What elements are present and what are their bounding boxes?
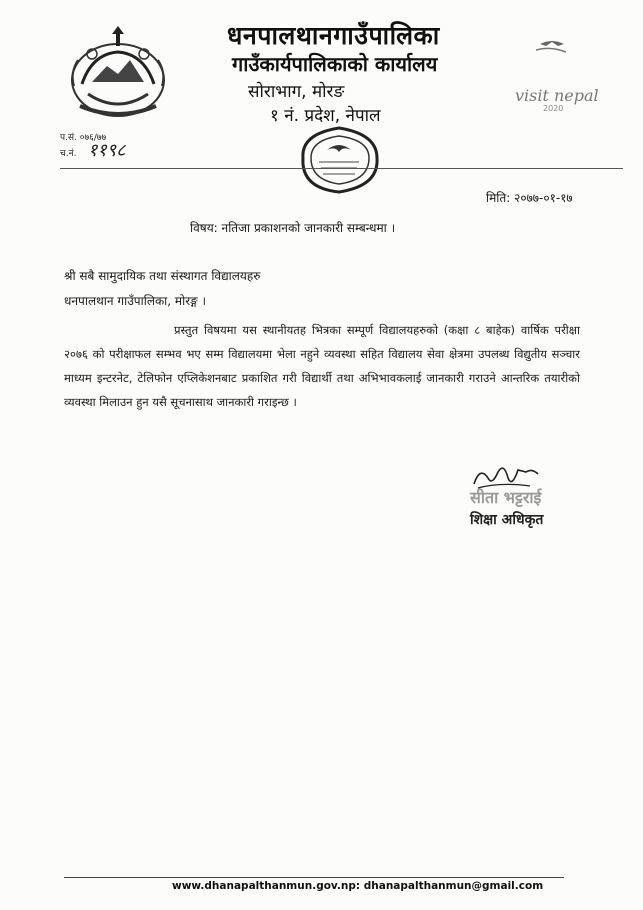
chalani-number: ११९८ [88,140,126,161]
letter-body: प्रस्तुत विषयमा यस स्थानीयतह भित्रका सम्पूर्ण विद्यालयहरुको (कक्षा ८ बाहेक) वार्षिक परीक्षा २०७६ को परीक्षाफल सम्भव भए सम्म विद्यालयमा भेला नहुने व्यवस्था सहित विद्यालय सेवा क्षेत्रमा उपलब्ध विद्युतीय सञ्चार माध्यम इन्टरनेट, टेलिफोन एप्लिकेशनबाट प्रकाशित गरी विद्यार्थी तथा अभिभावकलाई जानकारी गराउने आन्तरिक तयारीको व्यवस्था मिलाउन हुन यसै सूचनासाथ जानकारी गराइन्छ । [64,323,580,409]
header-divider [60,168,623,169]
office-name: धनपालथानगाउँपालिका [227,21,440,50]
recipient-line-1: श्री सबै सामुदायिक तथा संस्थागत विद्यालयहरु [64,269,261,283]
signatory-title: शिक्षा अधिकृत [470,512,544,528]
patra-sankhya: प.सं. ०७६/७७ [60,133,107,143]
footer-divider [64,877,564,878]
office-province: १ नं. प्रदेश, नेपाल [270,106,381,126]
chalani-label: च.नं. [60,149,77,159]
recipient-line-2: धनपालथान गाउँपालिका, मोरङ्ग । [64,294,207,308]
visit-nepal-year: 2020 [543,104,564,113]
visit-nepal-text: visit nepal [515,86,599,105]
office-seal-icon [293,122,385,196]
letter-subject: विषय: नतिजा प्रकाशनको जानकारी सम्बन्धमा । [190,221,396,235]
letter-date: मिति: २०७७-०१-१७ [486,191,573,205]
office-location: सोराभाग, मोरङ [248,82,345,102]
footer-contact: www.dhanapalthanmun.gov.np: dhanapalthanmun@gmail.com [172,880,544,892]
nepal-emblem-icon [62,24,174,124]
signatory-name: सीता भट्टराई [470,488,542,507]
office-subtitle: गाउँकार्यपालिकाको कार्यालय [232,52,438,76]
